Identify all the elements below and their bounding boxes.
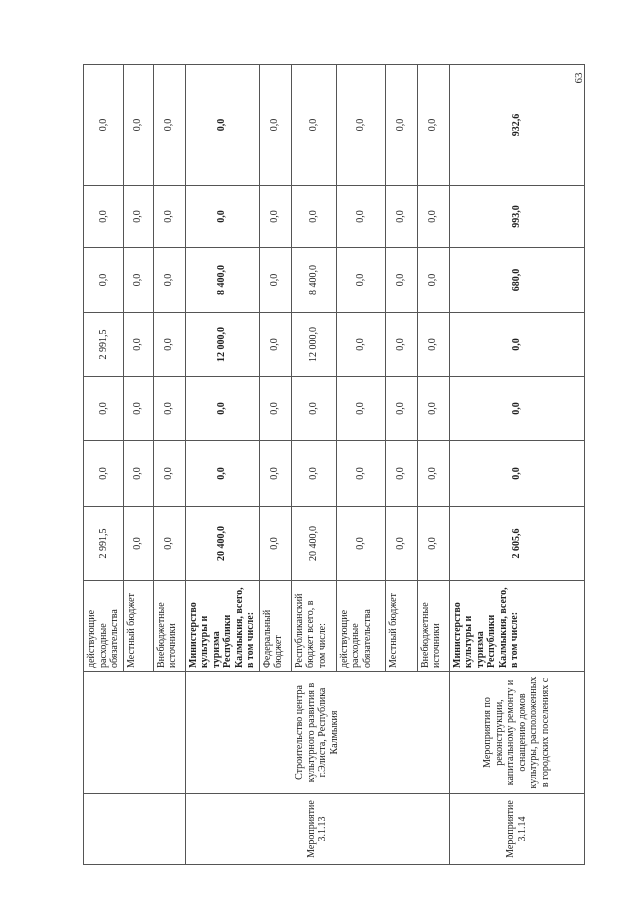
funding-source-cell: действующие расходные обязательства	[84, 581, 124, 672]
value-cell: 0,0	[123, 441, 153, 507]
value-cell: 0,0	[336, 377, 385, 441]
value-cell: 0,0	[417, 377, 449, 441]
value-cell: 0,0	[449, 377, 584, 441]
value-cell: 0,0	[153, 377, 185, 441]
event-code-cell: Мероприятие 3.1.13	[185, 794, 449, 865]
value-cell: 0,0	[336, 186, 385, 248]
value-cell: 20 400,0	[185, 507, 259, 581]
value-cell: 0,0	[153, 248, 185, 313]
value-cell: 680,0	[449, 248, 584, 313]
funding-source-cell: Министерство культуры и туризма Республики Калмыкия, всего, в том числе:	[185, 581, 259, 672]
table-row	[449, 65, 584, 865]
value-cell: 0,0	[259, 313, 291, 377]
value-cell: 0,0	[185, 65, 259, 186]
value-cell: 0,0	[417, 186, 449, 248]
event-name-cell: Мероприятия по реконструкции, капитальному ремонту и оснащению домов культуры, расположенных в городских поселениях с	[449, 672, 584, 794]
value-cell: 0,0	[336, 507, 385, 581]
value-cell: 0,0	[123, 377, 153, 441]
value-cell: 0,0	[291, 65, 336, 186]
funding-source-cell: Местный бюджет	[385, 581, 417, 672]
value-cell: 0,0	[84, 441, 124, 507]
value-cell: 0,0	[291, 377, 336, 441]
table-row	[185, 65, 259, 865]
funding-source-cell: Республиканский бюджет всего, в том числе:	[291, 581, 336, 672]
value-cell: 0,0	[84, 377, 124, 441]
event-code-cell: Мероприятие 3.1.14	[449, 794, 584, 865]
value-cell: 2 991,5	[84, 313, 124, 377]
value-cell: 0,0	[449, 441, 584, 507]
value-cell: 2 991,5	[84, 507, 124, 581]
value-cell: 0,0	[385, 248, 417, 313]
value-cell: 0,0	[259, 377, 291, 441]
value-cell: 0,0	[336, 313, 385, 377]
budget-table	[83, 64, 585, 865]
funding-source-cell: Министерство культуры и туризма Республики Калмыкия, всего, в том числе:	[449, 581, 584, 672]
value-cell: 0,0	[259, 186, 291, 248]
funding-source-cell: Федеральный бюджет	[259, 581, 291, 672]
value-cell: 0,0	[385, 313, 417, 377]
value-cell: 0,0	[417, 441, 449, 507]
value-cell: 8 400,0	[185, 248, 259, 313]
event-code-cell	[84, 794, 186, 865]
value-cell: 0,0	[153, 65, 185, 186]
value-cell: 0,0	[153, 313, 185, 377]
value-cell: 0,0	[259, 248, 291, 313]
value-cell: 0,0	[417, 248, 449, 313]
value-cell: 0,0	[336, 248, 385, 313]
value-cell: 0,0	[417, 507, 449, 581]
value-cell: 0,0	[385, 441, 417, 507]
value-cell: 0,0	[417, 313, 449, 377]
value-cell: 0,0	[385, 507, 417, 581]
value-cell: 2 605,6	[449, 507, 584, 581]
value-cell: 0,0	[153, 186, 185, 248]
value-cell: 0,0	[385, 186, 417, 248]
value-cell: 0,0	[123, 507, 153, 581]
value-cell: 0,0	[84, 65, 124, 186]
value-cell: 0,0	[84, 186, 124, 248]
value-cell: 0,0	[84, 248, 124, 313]
value-cell: 8 400,0	[291, 248, 336, 313]
value-cell: 0,0	[185, 441, 259, 507]
value-cell: 0,0	[259, 441, 291, 507]
value-cell: 12 000,0	[291, 313, 336, 377]
value-cell: 0,0	[123, 313, 153, 377]
value-cell: 0,0	[123, 248, 153, 313]
funding-source-cell: Местный бюджет	[123, 581, 153, 672]
value-cell: 0,0	[385, 65, 417, 186]
value-cell: 0,0	[336, 441, 385, 507]
value-cell: 0,0	[336, 65, 385, 186]
value-cell: 0,0	[185, 377, 259, 441]
value-cell: 0,0	[259, 507, 291, 581]
value-cell: 20 400,0	[291, 507, 336, 581]
event-name-cell	[84, 672, 186, 794]
value-cell: 0,0	[185, 186, 259, 248]
value-cell: 0,0	[385, 377, 417, 441]
value-cell: 0,0	[449, 313, 584, 377]
table-row	[84, 65, 124, 865]
value-cell: 0,0	[123, 65, 153, 186]
value-cell: 12 000,0	[185, 313, 259, 377]
event-name-cell: Строительство центра культурного развития в г.Элиста, Республика Калмыкия	[185, 672, 449, 794]
value-cell: 0,0	[417, 65, 449, 186]
value-cell: 993,0	[449, 186, 584, 248]
value-cell: 0,0	[153, 507, 185, 581]
value-cell: 0,0	[123, 186, 153, 248]
value-cell: 0,0	[291, 441, 336, 507]
value-cell: 0,0	[259, 65, 291, 186]
value-cell: 932,6	[449, 65, 584, 186]
funding-source-cell: Внебюджетные источники	[153, 581, 185, 672]
page-number: 63	[573, 72, 585, 84]
funding-source-cell: действующие расходные обязательства	[336, 581, 385, 672]
value-cell: 0,0	[291, 186, 336, 248]
value-cell: 0,0	[153, 441, 185, 507]
funding-source-cell: Внебюджетные источники	[417, 581, 449, 672]
